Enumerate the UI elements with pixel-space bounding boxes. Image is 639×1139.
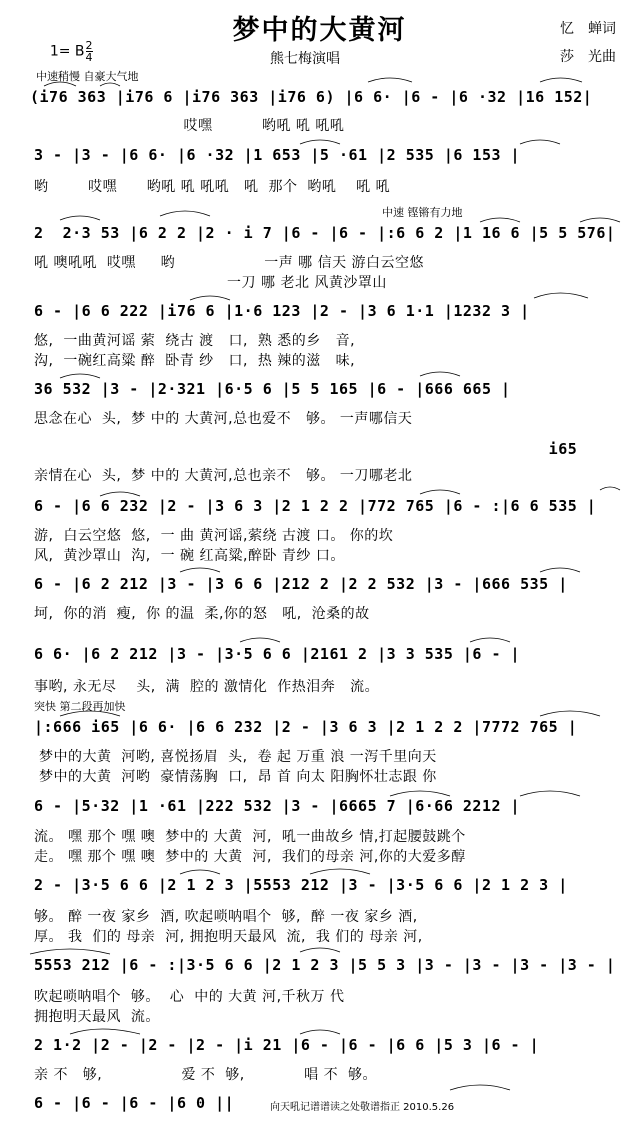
lyric-line: 风, 黄沙罩山 沟, 一 碗 红高粱,醉卧 青纱 口。	[34, 548, 345, 564]
notation-line: 6 - |6 6 222 |i76 6 |1·6 123 |2 - |3 6 1·1 |1232 3 |	[34, 302, 530, 320]
notation-line: 2 - |3·5 6 6 |2 1 2 3 |5553 212 |3 - |3·5 6 6 |2 1 2 3 |	[34, 876, 568, 894]
notation-line: 2 2·3 53 |6 2 2 |2 · i 7 |6 - |6 - |:6 6 2 |1 16 6 |5 5 576|	[34, 224, 616, 242]
lyricist: 忆 蝉词	[560, 21, 616, 37]
lyric-line: 一刀 哪 老北 风黄沙罩山	[34, 275, 387, 291]
tempo-marking: 中速稍慢 自豪大气地	[36, 70, 139, 83]
notation-line: i65	[34, 440, 578, 458]
lyric-line: 吹起唢呐唱个 够。 心 中的 大黄 河,千秋万 代	[34, 989, 345, 1005]
lyric-line: 流。 嘿 那个 嘿 噢 梦中的 大黄 河, 吼一曲故乡 情,打起腰鼓跳个	[34, 829, 466, 845]
singer: 熊七梅演唱	[270, 51, 340, 67]
tempo-marking: 突快 第二段再加快	[34, 700, 126, 713]
lyric-line: 梦中的大黄 河哟, 喜悦扬眉 头, 卷 起 万重 浪 一泻千里向天	[34, 749, 437, 765]
lyric-line: 事哟, 永无尽 头, 满 腔的 激情化 作热泪奔 流。	[34, 679, 380, 695]
notation-line: 6 - |5·32 |1 ·61 |222 532 |3 - |6665 7 |6·66 2212 |	[34, 797, 521, 815]
lyric-line: 坷, 你的消 瘦, 你 的温 柔,你的怒 吼, 沧桑的故	[34, 606, 370, 622]
lyric-line: 够。 醉 一夜 家乡 酒, 吹起唢呐唱个 够, 醉 一夜 家乡 酒,	[34, 909, 418, 925]
composer: 莎 光曲	[560, 49, 616, 65]
lyric-line: 拥抱明天最风 流。	[34, 1009, 160, 1025]
lyric-line: 吼 噢吼吼 哎嘿 哟 一声 哪 信天 游白云空悠	[34, 255, 425, 271]
lyric-line: 沟, 一碗红高粱 醉 卧青 纱 口, 热 辣的滋 味,	[34, 353, 356, 369]
tempo-marking: 中速 铿锵有力地	[382, 206, 463, 219]
lyric-line: 游, 白云空悠 悠, 一 曲 黄河谣,萦绕 古渡 口。 你的坎	[34, 528, 394, 544]
lyric-line: 亲情在心 头, 梦 中的 大黄河,总也亲不 够。 一刀哪老北	[34, 468, 413, 484]
notation-line: 5553 212 |6 - :|3·5 6 6 |2 1 2 3 |5 5 3 |3 - |3 - |3 - |3 - |	[34, 956, 616, 974]
key-signature: 1= B $\frac{2}{4}$	[49, 39, 93, 64]
notation-line: 2 1·2 |2 - |2 - |2 - |i 21 |6 - |6 - |6 6 |5 3 |6 - |	[34, 1036, 540, 1054]
transcriber-note: 向天吼记谱谱读之处敬谱指正 2010.5.26	[270, 1102, 455, 1113]
notation-line: 36 532 |3 - |2·321 |6·5 6 |5 5 165 |6 - |666 665 |	[34, 380, 511, 398]
notation-line: 6 - |6 2 212 |3 - |3 6 6 |212 2 |2 2 532 |3 - |666 535 |	[34, 575, 568, 593]
lyric-line: 哎嘿 哟吼 吼 吼吼	[30, 118, 345, 134]
lyric-line: 梦中的大黄 河哟 豪情荡胸 口, 昂 首 向太 阳胸怀壮志跟 你	[34, 769, 437, 785]
lyric-line: 思念在心 头, 梦 中的 大黄河,总也爱不 够。 一声哪信天	[34, 411, 413, 427]
notation-line: (i76 363 |i76 6 |i76 363 |i76 6) |6 6· |6 - |6 ·32 |16 152|	[30, 88, 593, 106]
lyric-line: 悠, 一曲黄河谣 萦 绕古 渡 口, 熟 悉的乡 音,	[34, 333, 356, 349]
notation-line: 6 6· |6 2 212 |3 - |3·5 6 6 |2161 2 |3 3 535 |6 - |	[34, 645, 521, 663]
notation-line: 3 - |3 - |6 6· |6 ·32 |1 653 |5 ·61 |2 535 |6 153 |	[34, 146, 521, 164]
lyric-line: 亲 不 够, 爱 不 够, 唱 不 够。	[34, 1067, 378, 1083]
notation-line: 6 - |6 - |6 - |6 0 ||	[34, 1094, 235, 1112]
song-title: 梦中的大黄河	[232, 15, 407, 46]
notation-line: 6 - |6 6 232 |2 - |3 6 3 |2 1 2 2 |772 765 |6 - :|6 6 535 |	[34, 497, 597, 515]
notation-line: |:666 i65 |6 6· |6 6 232 |2 - |3 6 3 |2 1 2 2 |7772 765 |	[34, 718, 578, 736]
lyric-line: 哟 哎嘿 哟吼 吼 吼吼 吼 那个 哟吼 吼 吼	[34, 179, 391, 195]
lyric-line: 走。 嘿 那个 嘿 噢 梦中的 大黄 河, 我们的母亲 河,你的大爱多醇	[34, 849, 466, 865]
lyric-line: 厚。 我 们的 母亲 河, 拥抱明天最风 流, 我 们的 母亲 河,	[34, 929, 423, 945]
